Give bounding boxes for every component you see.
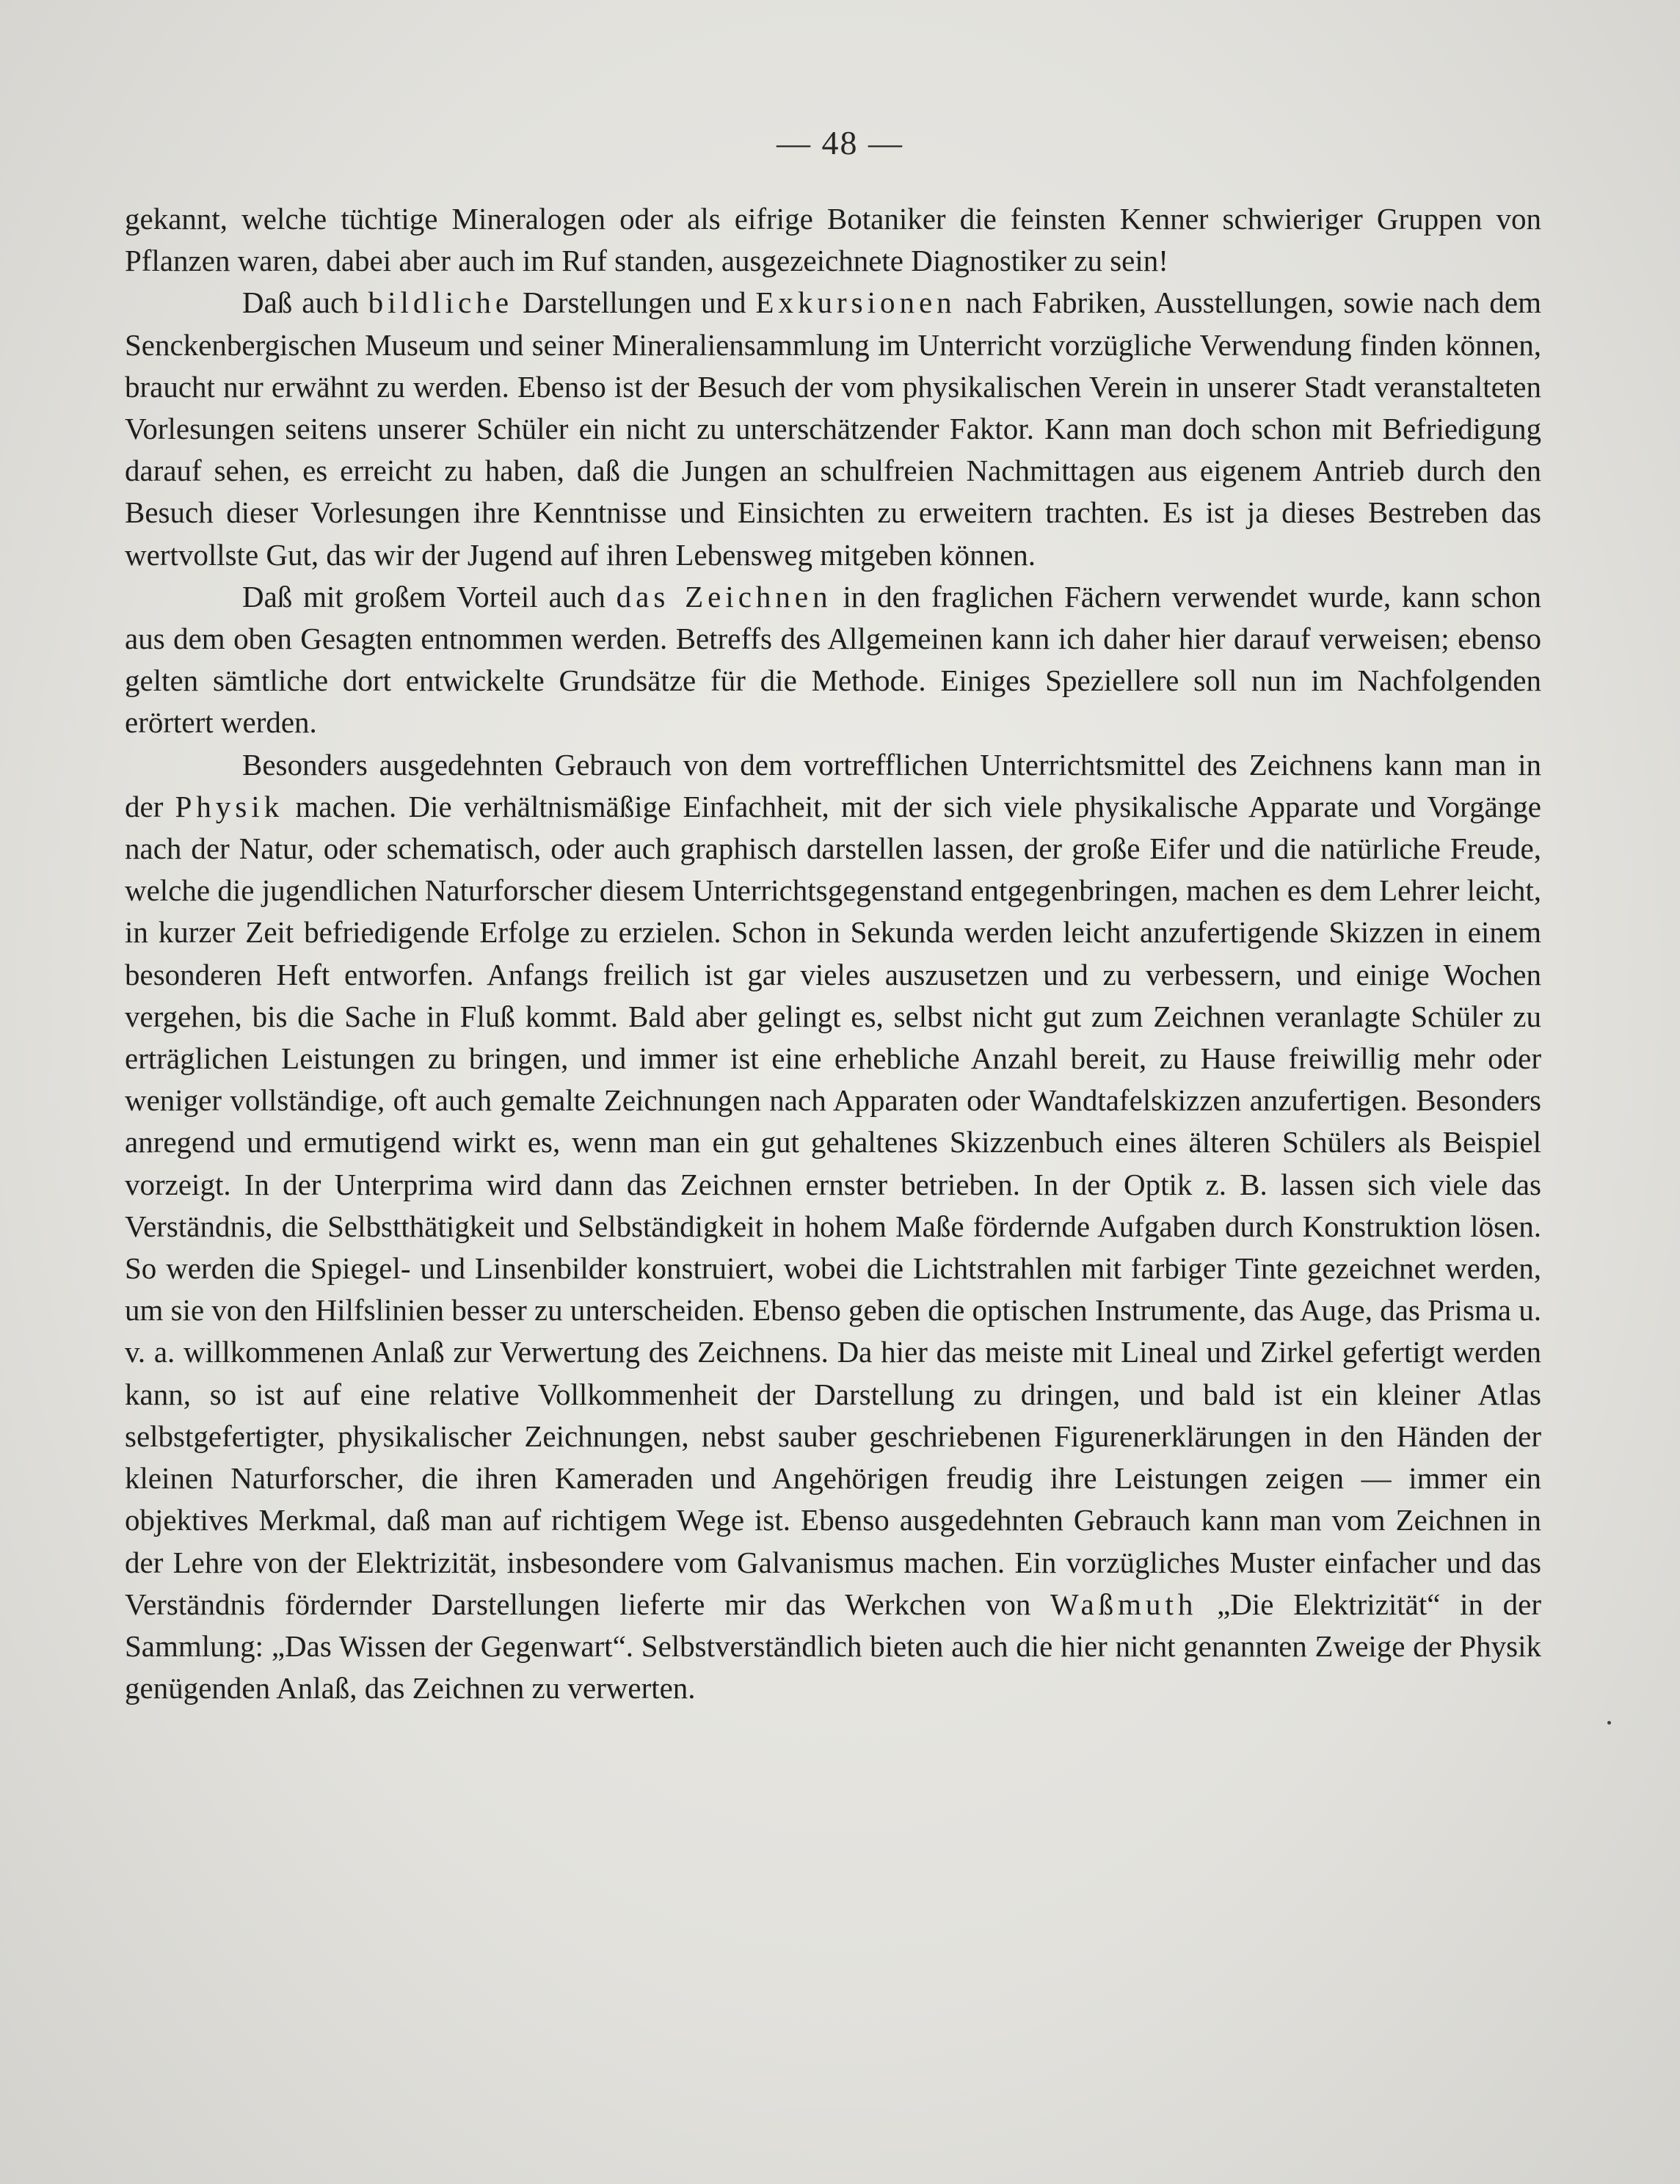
paragraph-illustrations-excursions <box>125 282 1541 575</box>
page-number: — 48 — <box>777 124 903 161</box>
emphasis-spaced: bildliche <box>368 285 514 320</box>
text-run: Daß auch <box>242 285 368 320</box>
text-run: Darstellungen und <box>513 285 756 320</box>
text-run: machen. Die verhältnismäßige Einfachheit, mit der sich viele physikalische Apparate und Vorgänge nach der Natur, oder schematisch, oder auch graphisch darstellen lassen, der große Eifer und die natürliche Freude, welche die jugendlichen Naturforscher diesem Unterrichtsgegenstand entgegenbringen, machen es dem Lehrer leicht, in kurzer Zeit befriedigende Erfolge zu erzielen. Schon in Sekunda werden leicht anzufertigende Skizzen in einem besonderen Heft entworfen. Anfangs freilich ist gar vieles auszusetzen und zu verbessern, und einige Wochen vergehen, bis die Sache in Fluß kommt. Bald aber gelingt es, selbst nicht gut zum Zeichnen veranlagte Schüler zu erträglichen Leistungen zu bringen, und immer ist eine erhebliche Anzahl bereit, zu Hause freiwillig mehr oder weniger vollständige, oft auch gemalte Zeichnungen nach Apparaten oder Wandtafelskizzen anzufertigen. Besonders anregend und ermutigend wirkt es, wenn man ein gut gehaltenes Skizzenbuch eines älteren Schülers als Beispiel vorzeigt. In der Unterprima wird dann das Zeichnen ernster betrieben. In der Optik z. B. lassen sich viele das Verständnis, die Selbstthätigkeit und Selbständigkeit in hohem Maße fördernde Aufgaben durch Konstruktion lösen. So werden die Spiegel- und Linsenbilder konstruiert, wobei die Lichtstrahlen mit farbiger Tinte gezeichnet werden, um sie von den Hilfslinien besser zu unterscheiden. Ebenso geben die optischen Instrumente, das Auge, das Prisma u. v. a. willkommenen Anlaß zur Verwertung des Zeichnens. Da hier das meiste mit Lineal und Zirkel gefertigt werden kann, so ist auf eine relative Vollkommenheit der Darstellung zu dringen, und bald ist ein kleiner Atlas selbstgefertigter, physikalischer Zeichnungen, nebst sauber geschriebenen Figurenerklärungen in den Händen der kleinen Naturforscher, die ihren Kameraden und Angehörigen freudig ihre Leistungen zeigen — immer ein objektives Merkmal, daß man auf richtigem Wege ist. Ebenso ausgedehnten Gebrauch kann man vom Zeichnen in der Lehre von der Elektrizität, insbesondere vom Galvanismus machen. Ein vorzügliches Muster einfacher und das Verständnis fördernder Darstellungen lieferte mir das Werkchen von <box>125 789 1541 1621</box>
emphasis-spaced: Physik <box>175 789 284 823</box>
emphasis-spaced: Exkursionen <box>755 285 956 320</box>
paragraph-continuation <box>125 198 1541 282</box>
text-run: „Die Elektrizität“ in der Sammlung: „Das Wissen der Gegenwart“. Selbstverständlich bieten auch die hier nicht genannten Zweige der Physik genügenden Anlaß, das Zeichnen zu verwerten. <box>125 1587 1541 1706</box>
text-run: Daß mit großem Vorteil auch <box>242 579 617 614</box>
text-run: Besonders ausgedehnten Gebrauch von dem vortrefflichen Unterrichtsmittel des Zeichnens kann man in der <box>125 747 1541 823</box>
text-run: gekannt, welche tüchtige Mineralogen oder als eifrige Botaniker die feinsten Kenner schwieriger Gruppen von Pflanzen waren, dabei aber auch im Ruf standen, ausgezeichnete Diagnostiker zu sein! <box>125 202 1541 278</box>
text-run: nach Fabriken, Ausstellungen, sowie nach dem Senckenbergischen Museum und seiner Mineraliensammlung im Unterricht vorzügliche Verwendung finden können, braucht nur erwähnt zu werden. Ebenso ist der Besuch der vom physikalischen Verein in unserer Stadt veranstalteten Vorlesungen seitens unserer Schüler ein nicht zu unterschätzender Faktor. Kann man doch schon mit Befriedigung darauf sehen, es erreicht zu haben, daß die Jungen an schulfreien Nachmittagen aus eigenem Antrieb durch den Besuch dieser Vorlesungen ihre Kenntnisse und Einsichten zu erweitern trachten. Es ist ja dieses Bestreben das wertvollste Gut, das wir der Jugend auf ihren Lebensweg mitgeben können. <box>125 285 1541 572</box>
body-text <box>125 198 1541 1709</box>
margin-speck <box>1607 1721 1611 1725</box>
text-run: in den fraglichen Fächern verwendet wurde, kann schon aus dem oben Gesagten entnommen werden. Betreffs des Allgemeinen kann ich daher hier darauf verweisen; ebenso gelten sämtliche dort entwickelte Grundsätze für die Methode. Einiges Speziellere soll nun im Nachfolgenden erörtert werden. <box>125 579 1541 740</box>
emphasis-spaced: Waßmuth <box>1050 1587 1198 1621</box>
emphasis-spaced: das Zeichnen <box>616 579 832 614</box>
paragraph-drawing <box>125 576 1541 744</box>
paragraph-physics <box>125 744 1541 1710</box>
